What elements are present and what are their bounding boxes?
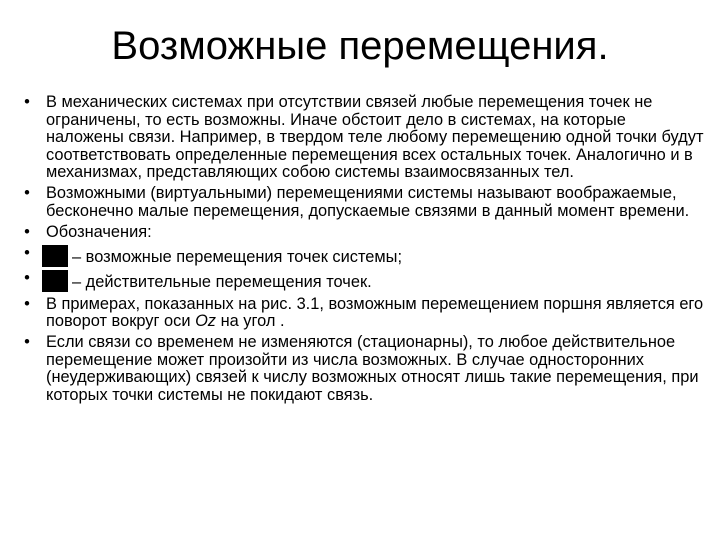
bullet-item: [18, 94, 708, 182]
bullet-text: [46, 270, 708, 292]
bullet-item: [18, 296, 708, 331]
axis-label: Oz: [195, 312, 217, 331]
bullet-text: Возможными (виртуальными) перемещениями системы называют воображаемые, бесконечно малые перемещения, допускаемые связями в данный момент времени.: [46, 184, 690, 220]
piston-rotation-text: В примерах, показанных на рис. 3.1, возможным перемещением поршня является его поворот вокруг оси: [46, 294, 704, 331]
possible-displacement-symbol: [42, 245, 68, 267]
slide-title: Возможные перемещения.: [111, 24, 609, 68]
bullet-marker: •: [24, 269, 30, 288]
bullet-marker: •: [24, 93, 30, 111]
bullet-text: [46, 296, 708, 331]
bullet-marker: •: [24, 184, 30, 203]
bullet-text: Обозначения:: [46, 222, 152, 241]
bullet-text: [46, 245, 708, 267]
bullet-marker: •: [24, 294, 30, 313]
bullet-marker: •: [24, 222, 30, 241]
bullet-text: В механических системах при отсутствии связей любые перемещения точек не ограничены, то есть возможны. Иначе обстоит дело в системах, на которые наложены связи. Например, в твердом теле любому перемещению одной точки будут соответствовать определенные перемещения всех остальных точек. Аналогично и в механизмах, представляющих собою системы взаимосвязанных тел.: [46, 93, 704, 182]
bullet-list: [18, 94, 708, 408]
bullet-item: [18, 245, 708, 267]
actual-displacement-text: – действительные перемещения точек.: [72, 273, 372, 292]
actual-displacement-symbol: [42, 270, 68, 292]
angle-text: на угол .: [216, 312, 285, 331]
bullet-item: [18, 185, 708, 220]
bullet-item: [18, 270, 708, 292]
bullet-item: [18, 334, 708, 404]
possible-displacement-text: – возможные перемещения точек системы;: [72, 247, 403, 266]
bullet-item: [18, 224, 708, 242]
bullet-text: Если связи со временем не изменяются (стационарны), то любое действительное перемещение может произойти из числа возможных. В случае односторонних (неудерживающих) связей к числу возможных относят лишь такие перемещения, при которых точки системы не покидают связь.: [46, 333, 699, 405]
bullet-marker: •: [24, 243, 30, 262]
bullet-marker: •: [24, 333, 30, 352]
